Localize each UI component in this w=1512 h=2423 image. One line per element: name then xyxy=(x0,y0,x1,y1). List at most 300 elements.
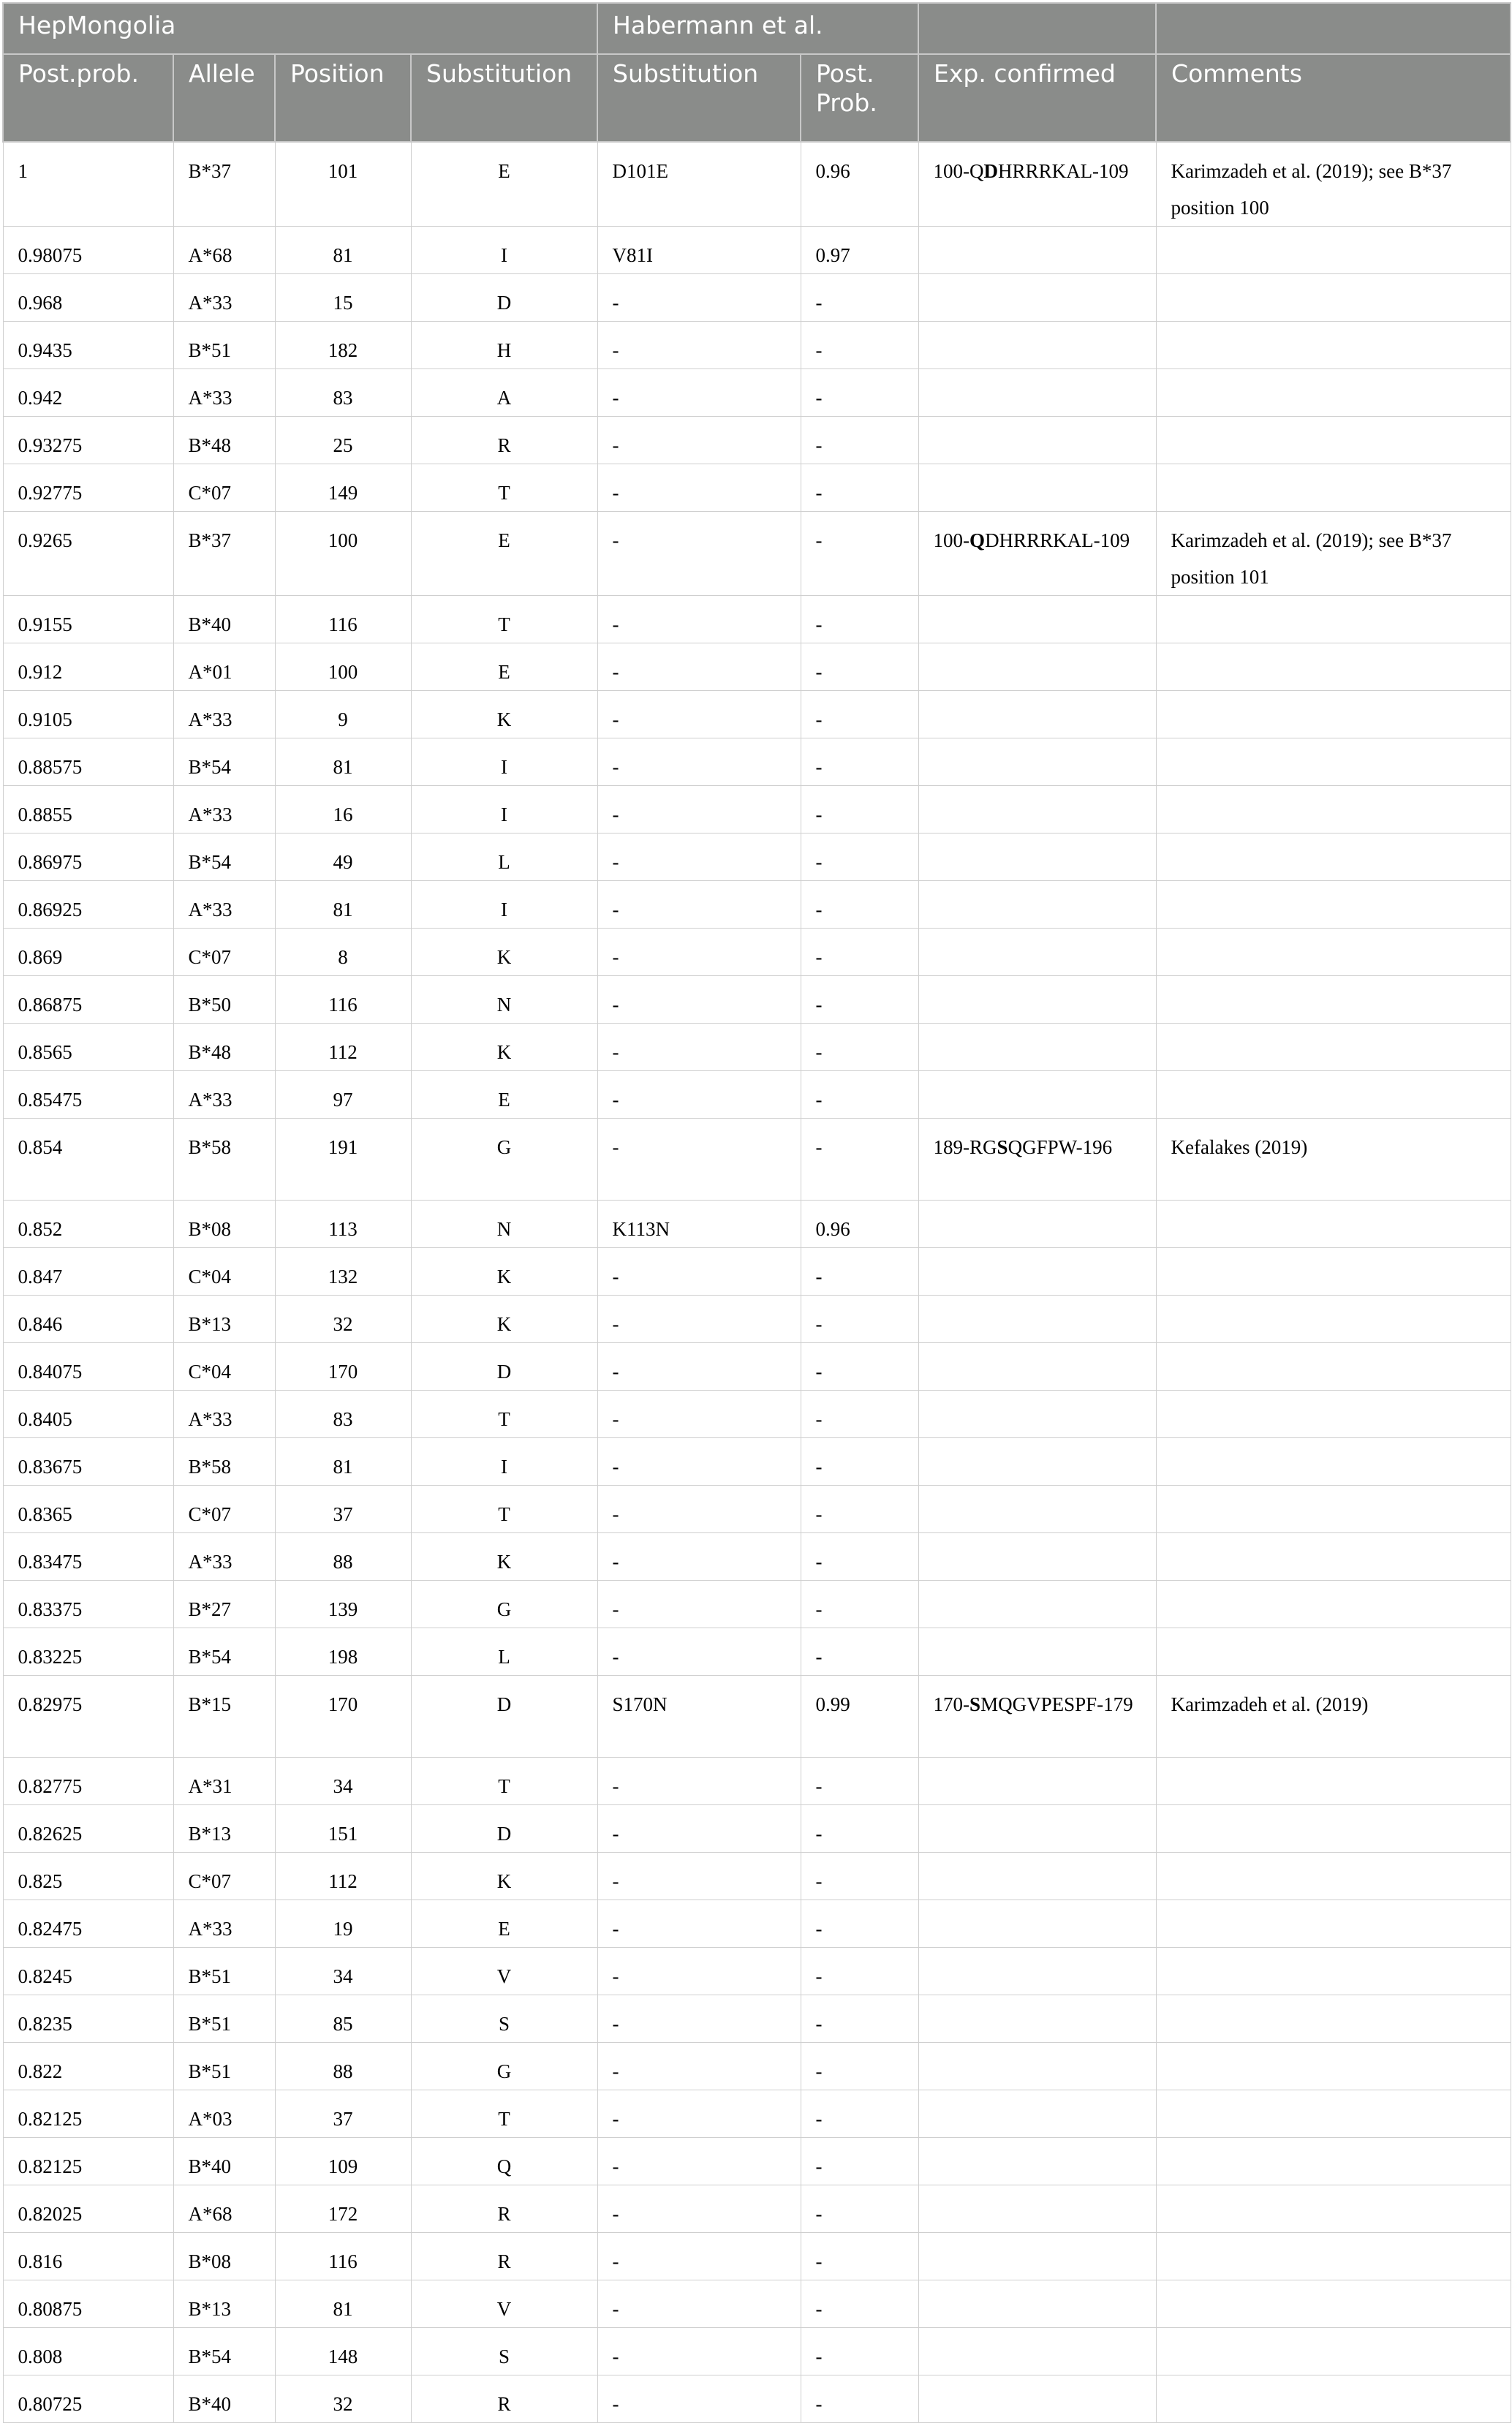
cell-position: 112 xyxy=(275,1024,411,1071)
cell-exp-confirmed xyxy=(918,1071,1156,1119)
cell-substitution: E xyxy=(411,1071,597,1119)
cell-post-prob: 0.942 xyxy=(3,369,173,417)
cell-habermann-substitution: - xyxy=(597,596,801,643)
cell-position: 139 xyxy=(275,1581,411,1628)
column-header-habermann-post-prob: Post. Prob. xyxy=(801,54,918,142)
cell-habermann-post-prob: 0.97 xyxy=(801,227,918,274)
cell-allele: B*40 xyxy=(173,2375,275,2423)
cell-substitution: D xyxy=(411,1676,597,1758)
cell-substitution: K xyxy=(411,1024,597,1071)
cell-post-prob: 0.83675 xyxy=(3,1438,173,1486)
cell-allele: A*03 xyxy=(173,2090,275,2138)
cell-habermann-post-prob: 0.96 xyxy=(801,142,918,227)
cell-habermann-post-prob: - xyxy=(801,881,918,929)
cell-comments xyxy=(1156,834,1511,881)
cell-comments xyxy=(1156,369,1511,417)
cell-exp-confirmed xyxy=(918,274,1156,322)
cell-allele: B*48 xyxy=(173,1024,275,1071)
table-row xyxy=(3,1296,1511,1343)
cell-exp-confirmed xyxy=(918,1948,1156,1995)
cell-allele: A*33 xyxy=(173,274,275,322)
table-row xyxy=(3,786,1511,834)
cell-habermann-post-prob: - xyxy=(801,929,918,976)
table-row xyxy=(3,596,1511,643)
exp-confirmed-residue: S xyxy=(969,1693,981,1715)
cell-allele: A*01 xyxy=(173,643,275,691)
cell-allele: A*33 xyxy=(173,1900,275,1948)
cell-position: 116 xyxy=(275,976,411,1024)
cell-exp-confirmed xyxy=(918,512,1156,596)
cell-substitution: E xyxy=(411,512,597,596)
cell-habermann-post-prob: - xyxy=(801,512,918,596)
cell-post-prob: 0.86875 xyxy=(3,976,173,1024)
cell-exp-confirmed xyxy=(918,227,1156,274)
cell-habermann-post-prob: - xyxy=(801,1296,918,1343)
cell-position: 85 xyxy=(275,1995,411,2043)
cell-post-prob: 0.80725 xyxy=(3,2375,173,2423)
cell-position: 32 xyxy=(275,1296,411,1343)
cell-comments xyxy=(1156,596,1511,643)
table-row xyxy=(3,691,1511,738)
cell-substitution: T xyxy=(411,2090,597,2138)
cell-post-prob: 0.808 xyxy=(3,2328,173,2375)
cell-exp-confirmed xyxy=(918,2090,1156,2138)
cell-position: 182 xyxy=(275,322,411,369)
cell-exp-confirmed xyxy=(918,1900,1156,1948)
cell-habermann-substitution: - xyxy=(597,1533,801,1581)
cell-habermann-post-prob: - xyxy=(801,2280,918,2328)
cell-position: 116 xyxy=(275,2233,411,2280)
cell-substitution: V xyxy=(411,1948,597,1995)
cell-comments xyxy=(1156,1900,1511,1948)
cell-post-prob: 0.854 xyxy=(3,1119,173,1201)
cell-exp-confirmed xyxy=(918,1343,1156,1391)
cell-habermann-post-prob: - xyxy=(801,1758,918,1805)
cell-exp-confirmed xyxy=(918,1581,1156,1628)
cell-habermann-substitution: - xyxy=(597,369,801,417)
cell-habermann-post-prob: - xyxy=(801,464,918,512)
cell-post-prob: 0.968 xyxy=(3,274,173,322)
table-row xyxy=(3,322,1511,369)
cell-position: 148 xyxy=(275,2328,411,2375)
table-row xyxy=(3,1071,1511,1119)
cell-position: 97 xyxy=(275,1071,411,1119)
cell-habermann-post-prob: - xyxy=(801,738,918,786)
table-row xyxy=(3,1900,1511,1948)
cell-exp-confirmed xyxy=(918,643,1156,691)
cell-position: 198 xyxy=(275,1628,411,1676)
table-row xyxy=(3,1343,1511,1391)
cell-allele: B*51 xyxy=(173,322,275,369)
results-table-container xyxy=(2,2,1510,2423)
cell-substitution: I xyxy=(411,881,597,929)
cell-comments xyxy=(1156,1248,1511,1296)
table-row xyxy=(3,464,1511,512)
cell-habermann-post-prob: - xyxy=(801,1533,918,1581)
cell-allele: B*54 xyxy=(173,738,275,786)
cell-comments xyxy=(1156,1486,1511,1533)
cell-substitution: A xyxy=(411,369,597,417)
cell-substitution: K xyxy=(411,691,597,738)
cell-allele: B*27 xyxy=(173,1581,275,1628)
exp-confirmed-suffix: HRRRKAL-109 xyxy=(998,160,1129,182)
column-header-allele: Allele xyxy=(173,54,275,142)
cell-substitution: K xyxy=(411,929,597,976)
cell-post-prob: 0.82475 xyxy=(3,1900,173,1948)
cell-allele: A*33 xyxy=(173,1533,275,1581)
cell-habermann-post-prob: - xyxy=(801,2233,918,2280)
cell-habermann-post-prob: - xyxy=(801,1486,918,1533)
cell-post-prob: 0.846 xyxy=(3,1296,173,1343)
cell-allele: A*33 xyxy=(173,1391,275,1438)
cell-substitution: E xyxy=(411,142,597,227)
table-row xyxy=(3,1201,1511,1248)
cell-habermann-post-prob: - xyxy=(801,1853,918,1900)
cell-habermann-substitution: - xyxy=(597,1995,801,2043)
table-row xyxy=(3,1024,1511,1071)
cell-comments xyxy=(1156,1533,1511,1581)
cell-exp-confirmed xyxy=(918,2185,1156,2233)
cell-habermann-substitution: - xyxy=(597,2043,801,2090)
cell-habermann-substitution: - xyxy=(597,2328,801,2375)
cell-substitution: T xyxy=(411,1486,597,1533)
cell-post-prob: 0.9435 xyxy=(3,322,173,369)
cell-position: 81 xyxy=(275,2280,411,2328)
cell-post-prob: 0.82775 xyxy=(3,1758,173,1805)
cell-exp-confirmed xyxy=(918,464,1156,512)
cell-habermann-substitution: - xyxy=(597,464,801,512)
cell-habermann-post-prob: - xyxy=(801,1391,918,1438)
cell-post-prob: 0.912 xyxy=(3,643,173,691)
cell-substitution: I xyxy=(411,738,597,786)
cell-position: 83 xyxy=(275,369,411,417)
cell-habermann-substitution: - xyxy=(597,322,801,369)
cell-allele: B*50 xyxy=(173,976,275,1024)
table-row xyxy=(3,2375,1511,2423)
cell-comments xyxy=(1156,322,1511,369)
cell-habermann-substitution: - xyxy=(597,881,801,929)
cell-substitution: H xyxy=(411,322,597,369)
table-row xyxy=(3,369,1511,417)
table-row xyxy=(3,274,1511,322)
cell-habermann-substitution: - xyxy=(597,2375,801,2423)
cell-exp-confirmed xyxy=(918,691,1156,738)
cell-habermann-post-prob: - xyxy=(801,274,918,322)
cell-comments xyxy=(1156,1391,1511,1438)
cell-habermann-substitution: - xyxy=(597,1438,801,1486)
cell-allele: C*04 xyxy=(173,1248,275,1296)
cell-habermann-substitution: - xyxy=(597,274,801,322)
cell-habermann-post-prob: - xyxy=(801,1119,918,1201)
cell-habermann-substitution: S170N xyxy=(597,1676,801,1758)
cell-post-prob: 0.83475 xyxy=(3,1533,173,1581)
cell-exp-confirmed xyxy=(918,142,1156,227)
cell-post-prob: 0.92775 xyxy=(3,464,173,512)
cell-substitution: S xyxy=(411,1995,597,2043)
cell-habermann-post-prob: - xyxy=(801,2043,918,2090)
cell-habermann-post-prob: - xyxy=(801,322,918,369)
cell-position: 37 xyxy=(275,2090,411,2138)
cell-allele: B*40 xyxy=(173,596,275,643)
cell-comments xyxy=(1156,1296,1511,1343)
column-header-position: Position xyxy=(275,54,411,142)
cell-habermann-substitution: V81I xyxy=(597,227,801,274)
cell-position: 34 xyxy=(275,1758,411,1805)
cell-habermann-substitution: - xyxy=(597,2138,801,2185)
cell-position: 109 xyxy=(275,2138,411,2185)
cell-post-prob: 0.869 xyxy=(3,929,173,976)
table-row xyxy=(3,1805,1511,1853)
cell-allele: A*68 xyxy=(173,2185,275,2233)
table-row xyxy=(3,417,1511,464)
cell-allele: B*54 xyxy=(173,1628,275,1676)
cell-allele: B*13 xyxy=(173,1296,275,1343)
cell-habermann-substitution: D101E xyxy=(597,142,801,227)
cell-exp-confirmed xyxy=(918,1438,1156,1486)
table-row xyxy=(3,929,1511,976)
cell-comments xyxy=(1156,881,1511,929)
table-row xyxy=(3,227,1511,274)
cell-habermann-substitution: - xyxy=(597,1343,801,1391)
cell-exp-confirmed xyxy=(918,786,1156,834)
cell-comments xyxy=(1156,1024,1511,1071)
cell-substitution: T xyxy=(411,596,597,643)
cell-exp-confirmed xyxy=(918,929,1156,976)
column-header-post-prob: Post.prob. xyxy=(3,54,173,142)
cell-habermann-substitution: - xyxy=(597,1024,801,1071)
cell-substitution: L xyxy=(411,1628,597,1676)
cell-habermann-substitution: - xyxy=(597,2233,801,2280)
cell-allele: B*58 xyxy=(173,1119,275,1201)
cell-post-prob: 0.816 xyxy=(3,2233,173,2280)
cell-habermann-post-prob: - xyxy=(801,1343,918,1391)
cell-habermann-substitution: - xyxy=(597,1119,801,1201)
cell-exp-confirmed xyxy=(918,2280,1156,2328)
cell-substitution: N xyxy=(411,1201,597,1248)
table-row xyxy=(3,1758,1511,1805)
cell-substitution: L xyxy=(411,834,597,881)
exp-confirmed-suffix: DHRRRKAL-109 xyxy=(985,529,1130,551)
cell-exp-confirmed xyxy=(918,1676,1156,1758)
cell-exp-confirmed xyxy=(918,2043,1156,2090)
cell-substitution: R xyxy=(411,2185,597,2233)
cell-habermann-post-prob: - xyxy=(801,786,918,834)
cell-exp-confirmed xyxy=(918,1486,1156,1533)
cell-post-prob: 0.8565 xyxy=(3,1024,173,1071)
cell-habermann-substitution: - xyxy=(597,2280,801,2328)
cell-comments: Kefalakes (2019) xyxy=(1156,1119,1511,1201)
cell-comments: Karimzadeh et al. (2019) xyxy=(1156,1676,1511,1758)
exp-confirmed-suffix: QGFPW-196 xyxy=(1008,1136,1113,1158)
table-row xyxy=(3,1248,1511,1296)
cell-post-prob: 0.8405 xyxy=(3,1391,173,1438)
cell-exp-confirmed xyxy=(918,369,1156,417)
cell-exp-confirmed xyxy=(918,1853,1156,1900)
cell-comments xyxy=(1156,417,1511,464)
exp-confirmed-prefix: 170- xyxy=(933,1693,970,1715)
cell-position: 113 xyxy=(275,1201,411,1248)
cell-allele: B*54 xyxy=(173,2328,275,2375)
cell-post-prob: 0.825 xyxy=(3,1853,173,1900)
cell-substitution: G xyxy=(411,1581,597,1628)
exp-confirmed-prefix: 100-Q xyxy=(933,160,984,182)
cell-habermann-substitution: - xyxy=(597,1391,801,1438)
cell-comments xyxy=(1156,1853,1511,1900)
cell-substitution: K xyxy=(411,1853,597,1900)
cell-habermann-post-prob: - xyxy=(801,1900,918,1948)
cell-habermann-post-prob: - xyxy=(801,1024,918,1071)
cell-comments xyxy=(1156,464,1511,512)
cell-post-prob: 0.847 xyxy=(3,1248,173,1296)
cell-allele: A*33 xyxy=(173,369,275,417)
cell-allele: B*37 xyxy=(173,142,275,227)
cell-substitution: I xyxy=(411,1438,597,1486)
cell-comments xyxy=(1156,929,1511,976)
cell-exp-confirmed xyxy=(918,738,1156,786)
cell-allele: A*68 xyxy=(173,227,275,274)
cell-exp-confirmed xyxy=(918,1628,1156,1676)
table-row xyxy=(3,1676,1511,1758)
cell-exp-confirmed xyxy=(918,1119,1156,1201)
cell-habermann-substitution: - xyxy=(597,417,801,464)
cell-position: 15 xyxy=(275,274,411,322)
table-row xyxy=(3,834,1511,881)
group-header-row xyxy=(3,3,1511,54)
cell-habermann-post-prob: 0.96 xyxy=(801,1201,918,1248)
cell-substitution: K xyxy=(411,1296,597,1343)
cell-comments xyxy=(1156,2375,1511,2423)
cell-position: 132 xyxy=(275,1248,411,1296)
column-header-exp-confirmed: Exp. confirmed xyxy=(918,54,1156,142)
cell-habermann-post-prob: - xyxy=(801,976,918,1024)
cell-habermann-post-prob: - xyxy=(801,1995,918,2043)
cell-post-prob: 0.9105 xyxy=(3,691,173,738)
cell-exp-confirmed xyxy=(918,596,1156,643)
table-row xyxy=(3,1581,1511,1628)
cell-substitution: D xyxy=(411,274,597,322)
cell-comments xyxy=(1156,1581,1511,1628)
cell-allele: B*51 xyxy=(173,1995,275,2043)
cell-habermann-substitution: - xyxy=(597,738,801,786)
cell-comments xyxy=(1156,2138,1511,2185)
cell-post-prob: 0.8365 xyxy=(3,1486,173,1533)
table-row xyxy=(3,1438,1511,1486)
cell-substitution: T xyxy=(411,1391,597,1438)
cell-allele: B*51 xyxy=(173,1948,275,1995)
cell-allele: A*33 xyxy=(173,1071,275,1119)
column-header-comments: Comments xyxy=(1156,54,1511,142)
exp-confirmed-prefix: 189-RG xyxy=(933,1136,997,1158)
cell-position: 81 xyxy=(275,881,411,929)
cell-post-prob: 0.82625 xyxy=(3,1805,173,1853)
cell-comments xyxy=(1156,274,1511,322)
cell-exp-confirmed xyxy=(918,322,1156,369)
cell-post-prob: 0.98075 xyxy=(3,227,173,274)
cell-position: 9 xyxy=(275,691,411,738)
table-row xyxy=(3,1948,1511,1995)
cell-habermann-substitution: - xyxy=(597,643,801,691)
cell-post-prob: 0.84075 xyxy=(3,1343,173,1391)
cell-comments xyxy=(1156,1343,1511,1391)
cell-substitution: K xyxy=(411,1248,597,1296)
cell-comments xyxy=(1156,1201,1511,1248)
cell-exp-confirmed xyxy=(918,976,1156,1024)
cell-comments xyxy=(1156,227,1511,274)
cell-post-prob: 0.9155 xyxy=(3,596,173,643)
cell-comments xyxy=(1156,976,1511,1024)
table-row xyxy=(3,142,1511,227)
cell-habermann-post-prob: - xyxy=(801,369,918,417)
table-row xyxy=(3,2185,1511,2233)
table-row xyxy=(3,1119,1511,1201)
cell-comments xyxy=(1156,1438,1511,1486)
cell-allele: B*13 xyxy=(173,2280,275,2328)
cell-habermann-substitution: K113N xyxy=(597,1201,801,1248)
cell-position: 172 xyxy=(275,2185,411,2233)
cell-habermann-substitution: - xyxy=(597,1296,801,1343)
cell-position: 81 xyxy=(275,738,411,786)
cell-post-prob: 0.83225 xyxy=(3,1628,173,1676)
cell-position: 170 xyxy=(275,1676,411,1758)
cell-habermann-substitution: - xyxy=(597,1581,801,1628)
cell-habermann-post-prob: - xyxy=(801,2328,918,2375)
cell-post-prob: 0.822 xyxy=(3,2043,173,2090)
cell-habermann-substitution: - xyxy=(597,976,801,1024)
cell-comments: Karimzadeh et al. (2019); see B*37 position 100 xyxy=(1156,142,1511,227)
cell-position: 81 xyxy=(275,227,411,274)
table-row xyxy=(3,2043,1511,2090)
cell-allele: B*08 xyxy=(173,1201,275,1248)
cell-habermann-substitution: - xyxy=(597,2185,801,2233)
column-header-substitution: Substitution xyxy=(411,54,597,142)
cell-habermann-substitution: - xyxy=(597,1248,801,1296)
cell-substitution: E xyxy=(411,643,597,691)
cell-allele: C*07 xyxy=(173,1486,275,1533)
table-row xyxy=(3,1995,1511,2043)
cell-substitution: G xyxy=(411,2043,597,2090)
table-row xyxy=(3,2328,1511,2375)
cell-habermann-substitution: - xyxy=(597,1628,801,1676)
cell-allele: B*40 xyxy=(173,2138,275,2185)
cell-post-prob: 0.82125 xyxy=(3,2090,173,2138)
cell-habermann-substitution: - xyxy=(597,1948,801,1995)
exp-confirmed-residue: D xyxy=(983,160,999,182)
cell-habermann-post-prob: - xyxy=(801,2185,918,2233)
cell-substitution: R xyxy=(411,2233,597,2280)
cell-habermann-post-prob: - xyxy=(801,2090,918,2138)
cell-substitution: Q xyxy=(411,2138,597,2185)
cell-habermann-substitution: - xyxy=(597,512,801,596)
exp-confirmed-residue: Q xyxy=(969,529,986,551)
cell-exp-confirmed xyxy=(918,1805,1156,1853)
cell-post-prob: 0.82125 xyxy=(3,2138,173,2185)
group-header-empty-2 xyxy=(1156,3,1511,54)
cell-position: 88 xyxy=(275,1533,411,1581)
table-row xyxy=(3,2138,1511,2185)
cell-comments xyxy=(1156,1995,1511,2043)
cell-habermann-substitution: - xyxy=(597,1805,801,1853)
cell-exp-confirmed xyxy=(918,1296,1156,1343)
cell-position: 19 xyxy=(275,1900,411,1948)
cell-post-prob: 0.82975 xyxy=(3,1676,173,1758)
cell-post-prob: 1 xyxy=(3,142,173,227)
cell-comments xyxy=(1156,2185,1511,2233)
cell-position: 8 xyxy=(275,929,411,976)
cell-allele: B*54 xyxy=(173,834,275,881)
cell-exp-confirmed xyxy=(918,1248,1156,1296)
cell-allele: B*13 xyxy=(173,1805,275,1853)
cell-post-prob: 0.93275 xyxy=(3,417,173,464)
